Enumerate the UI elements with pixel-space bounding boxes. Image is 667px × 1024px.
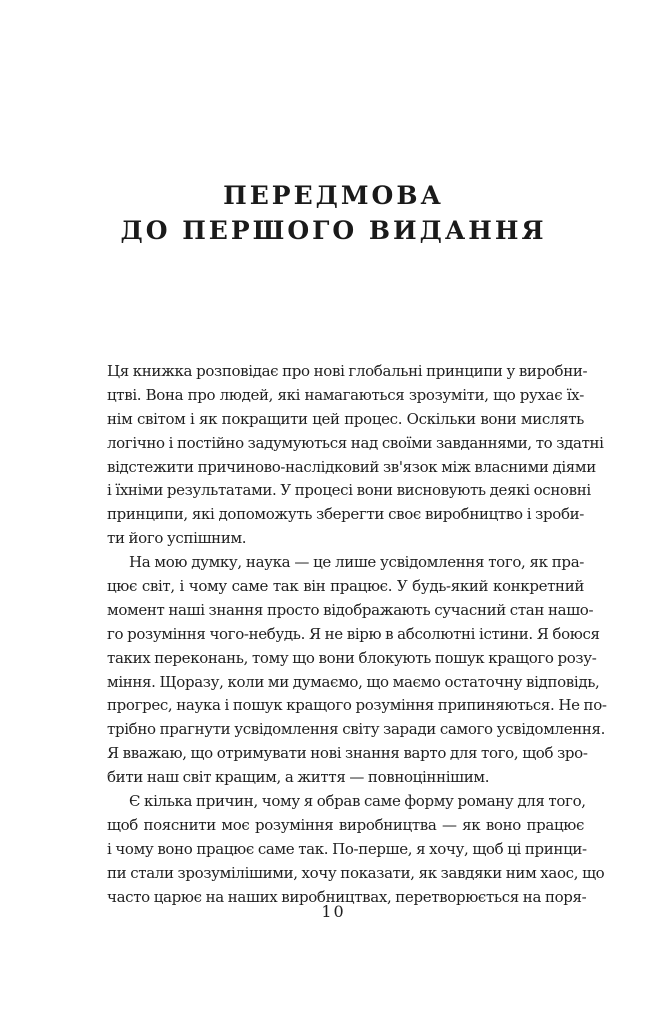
text-line: нім світом і як покращити цей процес. Оскільки вони мислять — [107, 409, 584, 428]
text-line: момент наші знання просто відображають сучасний стан нашо- — [107, 600, 594, 619]
text-line: На мою думку, наука — це лише усвідомлення того, як пра- — [129, 553, 584, 572]
body-text — [107, 360, 607, 909]
text-line: прогрес, наука і пошук кращого розуміння припиняються. Не по- — [107, 696, 607, 715]
text-line: міння. Щоразу, коли ми думаємо, що маємо остаточну відповідь, — [107, 672, 600, 691]
text-line: Ця книжка розповідає про нові глобальні принципи у виробни- — [107, 362, 588, 380]
text-line: пи стали зрозумілішими, хочу показати, як завдяки ним хаос, що — [107, 863, 605, 882]
text-line: цтві. Вона про людей, які намагаються зрозуміти, що рухає їх- — [107, 385, 584, 404]
text-line: відстежити причиново-наслідковий зв'язок між власними діями — [107, 457, 596, 476]
text-line: цює світ, і чому саме так він працює. У будь-який конкретний — [107, 577, 584, 596]
text-line: і їхніми результатами. У процесі вони висновують деякі основні — [107, 481, 591, 500]
text-line: Є кілька причин, чому я обрав саме форму роману для того, — [129, 792, 586, 811]
text-line: го розуміння чого-небудь. Я не вірю в абсолютні істини. Я боюся — [107, 624, 600, 643]
text-line: бити наш світ кращим, а життя — повноціннішим. — [107, 768, 490, 787]
text-line: логічно і постійно задумуються над своїми завданнями, то здатні — [107, 433, 604, 452]
text-line: ти його успішним. — [107, 529, 247, 548]
text-line: таких переконань, тому що вони блокують пошук кращого розу- — [107, 648, 597, 667]
text-line: Я вважаю, що отримувати нові знання варто для того, щоб зро- — [107, 744, 588, 763]
text-line: трібно прагнути усвідомлення світу заради самого усвідомлення. — [107, 720, 606, 739]
text-line: часто царює на наших виробництвах, перетворюється на поря- — [107, 887, 587, 906]
page-number: 10 — [321, 902, 346, 921]
text-line: щоб пояснити моє розуміння виробництва — як воно працює — [107, 815, 584, 834]
chapter-title-line-1: ПЕРЕДМОВА — [223, 181, 444, 210]
text-line: і чому воно працює саме так. По-перше, я хочу, щоб ці принци- — [107, 839, 587, 858]
chapter-title-line-2: ДО ПЕРШОГО ВИДАННЯ — [120, 216, 547, 245]
text-line: принципи, які допоможуть зберегти своє виробництво і зроби- — [107, 505, 584, 524]
